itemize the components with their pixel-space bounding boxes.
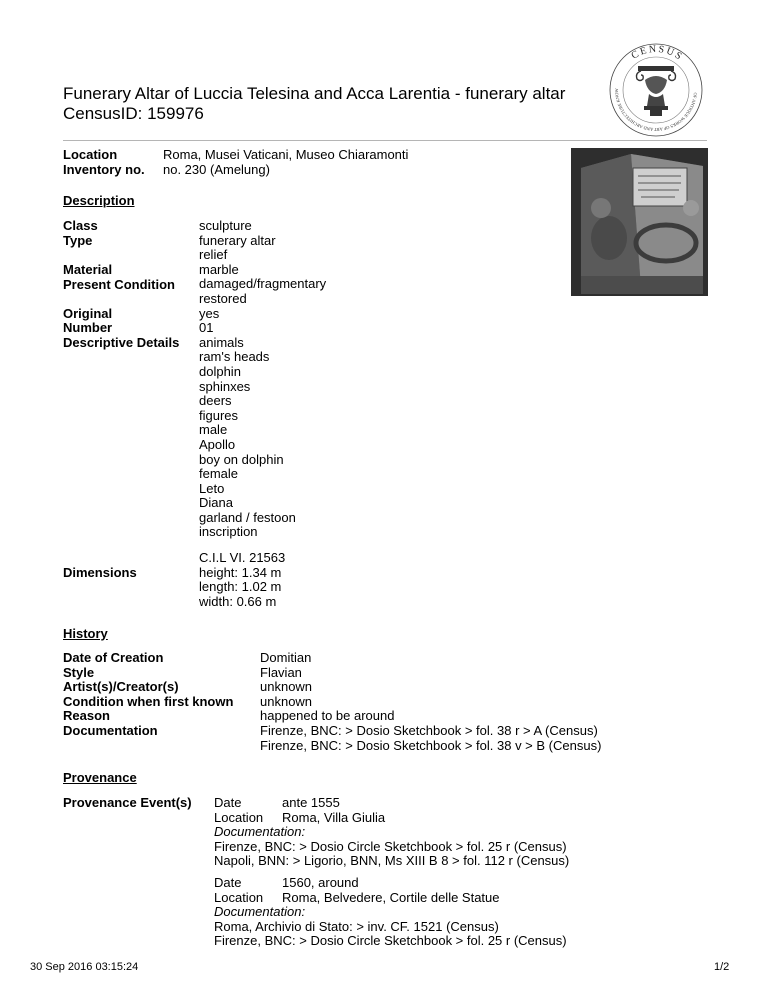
event-documentation-link[interactable]: Firenze, BNC: > Dosio Circle Sketchbook > fol. 25 r (Census) (214, 933, 567, 949)
detail-item: dolphin (199, 363, 241, 379)
event-location-label: Location (214, 809, 264, 825)
detail-item: garland / festoon (199, 509, 296, 525)
event-date-label: Date (214, 795, 242, 810)
event-documentation-link[interactable]: Roma, Archivio di Stato: > inv. CF. 1521 (Census) (214, 918, 499, 934)
history-heading: History (63, 626, 108, 641)
number-label: Number (63, 320, 113, 335)
dimension-height: height: 1.34 m (199, 564, 282, 580)
class-label: Class (63, 218, 98, 233)
documentation-link[interactable]: Firenze, BNC: > Dosio Sketchbook > fol. 38 v > B (Census) (260, 737, 602, 753)
material-value: marble (199, 261, 239, 277)
detail-item: sphinxes (199, 378, 251, 394)
detail-item: Leto (199, 480, 225, 496)
number-value: 01 (199, 320, 214, 336)
location-value: Roma, Musei Vaticani, Museo Chiaramonti (163, 147, 409, 162)
provenance-events-label: Provenance Event(s) (63, 795, 192, 810)
provenance-event (214, 876, 567, 949)
date-of-creation-label: Date of Creation (63, 650, 164, 665)
event-documentation-label: Documentation: (214, 904, 306, 920)
history-values (260, 651, 601, 753)
provenance-event (214, 796, 569, 869)
condition-first-known-value: unknown (260, 693, 313, 709)
event-date-value: 1560, around (282, 875, 359, 890)
type-value: funerary altar (199, 232, 276, 248)
footer-timestamp: 30 Sep 2016 03:15:24 (30, 961, 139, 973)
original-value: yes (199, 305, 220, 321)
detail-item: deers (199, 393, 232, 409)
inventory-value: no. 230 (Amelung) (163, 162, 270, 177)
inventory-label: Inventory no. (63, 162, 145, 177)
page-number: 1/2 (714, 961, 730, 973)
artist-value: unknown (260, 679, 313, 695)
logo-arc-text: OF ANTIQUE WORKS OF ART AND ARCHITECTURE KNOW (613, 88, 698, 133)
event-location-value: Roma, Villa Giulia (282, 809, 386, 825)
description-heading: Description (63, 193, 135, 208)
detail-item: male (199, 422, 228, 438)
details-label: Descriptive Details (63, 335, 180, 350)
condition-label: Present Condition (63, 277, 175, 292)
class-value: sculpture (199, 218, 252, 233)
object-photo (571, 148, 708, 296)
reason-value: happened to be around (260, 708, 395, 724)
description-values (199, 219, 326, 540)
original-label: Original (63, 306, 113, 321)
detail-item: female (199, 466, 239, 482)
inscription-text: C.I.L VI. 21563 (199, 550, 286, 565)
reason-label: Reason (63, 708, 110, 723)
artist-label: Artist(s)/Creator(s) (63, 679, 179, 694)
capital-icon (637, 66, 676, 116)
documentation-link[interactable]: Firenze, BNC: > Dosio Sketchbook > fol. 38 r > A (Census) (260, 722, 598, 738)
date-of-creation-value: Domitian (260, 650, 312, 665)
condition-value: restored (199, 290, 247, 306)
page-title (63, 84, 565, 124)
style-value: Flavian (260, 664, 302, 680)
census-logo (601, 40, 711, 140)
detail-item: boy on dolphin (199, 451, 284, 467)
location-label: Location (63, 147, 118, 162)
detail-item: Diana (199, 495, 233, 511)
dimension-width: width: 0.66 m (199, 593, 277, 609)
material-label: Material (63, 262, 113, 277)
dimensions-label: Dimensions (63, 565, 137, 580)
event-documentation-link[interactable]: Napoli, BNN: > Ligorio, BNN, Ms XIII B 8 > fol. 112 r (Census) (214, 853, 570, 869)
title-line-1: Funerary Altar of Luccia Telesina and Acca Larentia - funerary altar (63, 84, 566, 103)
event-location-label: Location (214, 889, 264, 905)
style-label: Style (63, 665, 95, 680)
logo-census-text: CENSUS (629, 43, 686, 64)
detail-item: animals (199, 334, 244, 350)
detail-item: figures (199, 407, 239, 423)
event-documentation-link[interactable]: Firenze, BNC: > Dosio Circle Sketchbook > fol. 25 r (Census) (214, 838, 567, 854)
event-documentation-label: Documentation: (214, 824, 306, 840)
event-date-value: ante 1555 (282, 795, 340, 810)
documentation-label: Documentation (63, 723, 158, 738)
detail-item: inscription (199, 524, 258, 540)
type-value: relief (199, 247, 228, 263)
dimension-values (199, 551, 285, 609)
condition-value: damaged/fragmentary (199, 276, 327, 292)
census-id: CensusID: 159976 (63, 104, 204, 123)
dimension-length: length: 1.02 m (199, 579, 282, 595)
event-location-value: Roma, Belvedere, Cortile delle Statue (282, 889, 500, 905)
type-label: Type (63, 233, 93, 248)
condition-first-known-label: Condition when first known (63, 694, 234, 709)
event-date-label: Date (214, 875, 242, 890)
provenance-heading: Provenance (63, 770, 137, 785)
detail-item: ram's heads (199, 349, 270, 365)
detail-item: Apollo (199, 436, 236, 452)
header-divider (63, 140, 707, 141)
